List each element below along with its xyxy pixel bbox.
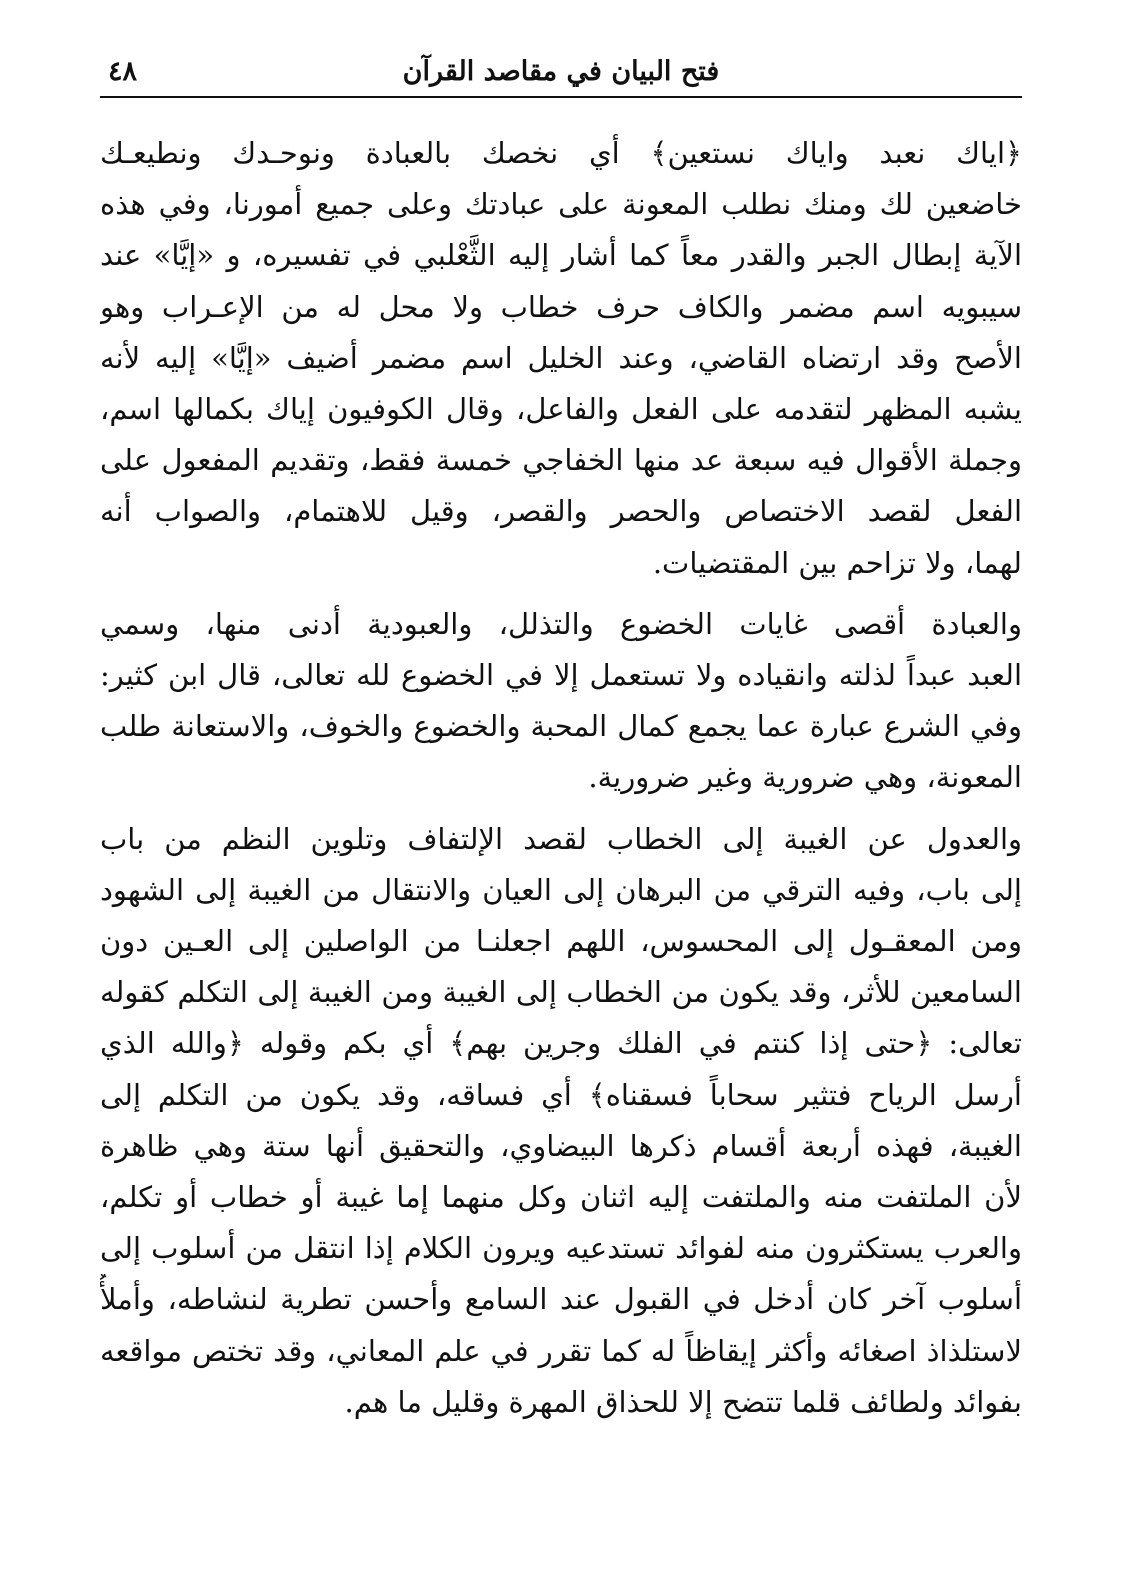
paragraph-3 [100, 814, 1022, 1428]
text-line: لاستلذاذ اصغائه وأكثر إيقاظاً له كما تقرر في علم المعاني، وقد تختص مواقعه [100, 1333, 1022, 1368]
page-number: ٤٨ [108, 56, 138, 87]
text-line: والعرب يستكثرون منه لفوائد تستدعيه ويرون الكلام إذا انتقل من أسلوب إلى [100, 1231, 1022, 1266]
text-line: سيبويه اسم مضمر والكاف حرف خطاب ولا محل له من الإعـراب وهو [100, 289, 1022, 324]
text-line: خاضعين لك ومنك نطلب المعونة على عبادتك وعلى جميع أمورنا، وفي هذه [100, 187, 1022, 222]
text-line: الأصح وقد ارتضاه القاضي، وعند الخليل اسم مضمر أضيف «إيَّا» إليه لأنه [100, 340, 1022, 375]
text-line: يشبه المظهر لتقدمه على الفعل والفاعل، وقال الكوفيون إياك بكمالها اسم، [100, 392, 1022, 427]
text-line: العبد عبداً لذلته وانقياده ولا تستعمل إلا في الخضوع لله تعالى، قال ابن كثير: [100, 658, 1022, 693]
running-title: فتح البيان في مقاصد القرآن [402, 56, 720, 87]
text-line: السامعين للأثر، وقد يكون من الخطاب إلى الغيبة ومن الغيبة إلى التكلم كقوله [100, 975, 1022, 1010]
body-text [100, 128, 1022, 1438]
text-line: الآية إبطال الجبر والقدر معاً كما أشار إليه الثَّعْلبي في تفسيره، و «إيَّا» عند [100, 238, 1022, 273]
text-line: الفعل لقصد الاختصاص والحصر والقصر، وقيل للاهتمام، والصواب أنه [100, 494, 1022, 529]
text-line: أسلوب آخر كان أدخل في القبول عند السامع وأحسن تطرية لنشاطه، وأملأُ [100, 1282, 1022, 1317]
text-line: ﴿اياك نعبد واياك نستعين﴾ أي نخصك بالعبادة ونوحـدك ونطيعـك [100, 136, 1022, 170]
text-line: المعونة، وهي ضرورية وغير ضرورية. [588, 760, 1022, 795]
running-header [100, 52, 1022, 98]
text-line: لهما، ولا تزاحم بين المقتضيات. [652, 545, 1022, 580]
text-line: والعدول عن الغيبة إلى الخطاب لقصد الإلتفاف وتلوين النظم من باب [100, 821, 1022, 856]
text-line: ومن المعقـول إلى المحسوس، اللهم اجعلنـا من الواصلين إلى العـين دون [100, 924, 1022, 959]
text-line: أرسل الرياح فتثير سحاباً فسقناه﴾ أي فساقه، وقد يكون من التكلم إلى [100, 1077, 1022, 1112]
paragraph-1 [100, 128, 1022, 589]
text-line: الغيبة، فهذه أربعة أقسام ذكرها البيضاوي، والتحقيق أنها ستة وهي ظاهرة [100, 1128, 1022, 1163]
text-line: تعالى: ﴿حتى إذا كنتم في الفلك وجرين بهم﴾ أي بكم وقوله ﴿والله الذي [100, 1026, 1022, 1061]
paragraph-2 [100, 599, 1022, 804]
text-line: إلى باب، وفيه الترقي من البرهان إلى العيان والانتقال من الغيبة إلى الشهود [100, 872, 1022, 907]
text-line: لأن الملتفت منه والملتفت إليه اثنان وكل منهما إما غيبة أو خطاب أو تكلم، [100, 1180, 1022, 1215]
text-line: والعبادة أقصى غايات الخضوع والتذلل، والعبودية أدنى منها، وسمي [100, 606, 1022, 641]
text-line: بفوائد ولطائف قلما تتضح إلا للحذاق المهرة وقليل ما هم. [344, 1384, 1022, 1419]
text-line: وفي الشرع عبارة عما يجمع كمال المحبة والخضوع والخوف، والاستعانة طلب [100, 709, 1022, 744]
text-line: وجملة الأقوال فيه سبعة عد منها الخفاجي خمسة فقط، وتقديم المفعول على [100, 443, 1022, 478]
